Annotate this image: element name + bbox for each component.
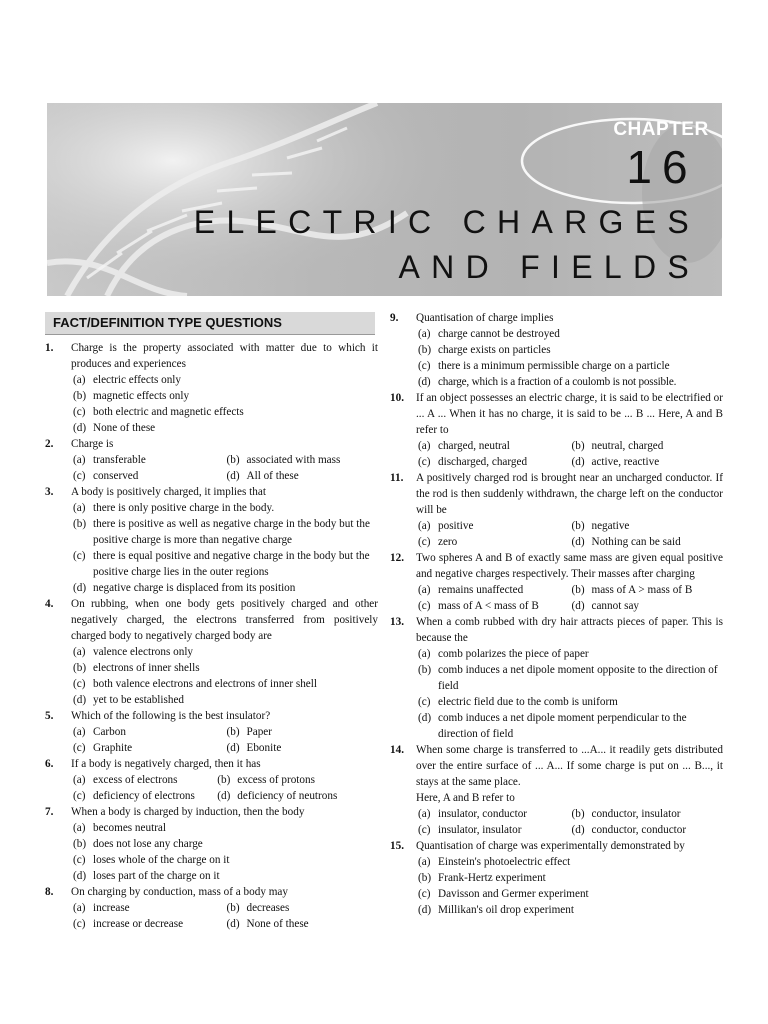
option: (d) cannot say xyxy=(571,600,640,612)
option: (b) decreases xyxy=(226,902,290,914)
question-stem: When a comb rubbed with dry hair attracts pieces of paper. This is because the xyxy=(416,616,723,644)
option: (b) does not lose any charge xyxy=(73,838,203,850)
option: (c) there is a minimum permissible charge on a particle xyxy=(418,360,670,372)
option: (d) comb induces a net dipole moment perpendicular to the direction of field xyxy=(418,712,687,740)
option: (a) Einstein's photoelectric effect xyxy=(418,856,571,868)
option: (a) insulator, conductor xyxy=(418,808,528,820)
question-3 xyxy=(45,484,378,596)
question-5 xyxy=(45,708,378,756)
option: (a) positive xyxy=(418,520,474,532)
option: (b) magnetic effects only xyxy=(73,390,190,402)
question-6 xyxy=(45,756,378,804)
question-number: 9. xyxy=(390,312,399,324)
question-15 xyxy=(390,838,723,918)
question-stem: When a body is charged by induction, then the body xyxy=(71,806,305,818)
option: (c) both valence electrons and electrons of inner shell xyxy=(73,678,317,690)
option: (a) charged, neutral xyxy=(418,440,510,452)
option: (d) None of these xyxy=(226,918,309,930)
option: (d) All of these xyxy=(226,470,299,482)
option: (d) active, reactive xyxy=(571,456,660,468)
question-12 xyxy=(390,550,723,614)
option: (d) yet to be established xyxy=(73,694,185,706)
question-number: 5. xyxy=(45,710,54,722)
option: (b) negative xyxy=(571,520,630,532)
chapter-number: 16 xyxy=(626,141,698,193)
question-number: 7. xyxy=(45,806,54,818)
question-11 xyxy=(390,470,723,550)
option: (b) charge exists on particles xyxy=(418,344,551,356)
question-stem: Which of the following is the best insulator? xyxy=(71,710,271,722)
question-number: 12. xyxy=(390,552,404,564)
question-number: 15. xyxy=(390,840,404,852)
question-stem: When some charge is transferred to ...A... it readily gets distributed over the entire surface of ... A... If some charge is put on ... B..., it stays at the same place. xyxy=(416,744,723,788)
question-number: 13. xyxy=(390,616,404,628)
question-stem: On rubbing, when one body gets positively charged and other negatively charged, the electrons transferred from positively charged body to negatively charged body are xyxy=(71,598,378,642)
option: (a) there is only positive charge in the body. xyxy=(73,502,275,514)
question-stem: A body is positively charged, it implies that xyxy=(71,486,266,498)
option: (b) Paper xyxy=(226,726,272,738)
question-stem-continued: Here, A and B refer to xyxy=(416,792,515,804)
option: (d) None of these xyxy=(73,422,156,434)
option: (c) Graphite xyxy=(73,742,133,754)
option: (d) Nothing can be said xyxy=(571,536,681,548)
question-stem: Quantisation of charge was experimentally demonstrated by xyxy=(416,840,685,852)
chapter-title-line2: AND FIELDS xyxy=(398,249,700,285)
question-stem: Charge is xyxy=(71,438,114,450)
question-number: 4. xyxy=(45,598,54,610)
option: (c) mass of A < mass of B xyxy=(418,600,539,612)
option: (d) loses part of the charge on it xyxy=(73,870,220,882)
chapter-banner xyxy=(47,103,722,296)
option: (a) comb polarizes the piece of paper xyxy=(418,648,589,660)
option: (b) comb induces a net dipole moment opposite to the direction of field xyxy=(418,664,718,692)
option: (c) insulator, insulator xyxy=(418,824,522,836)
question-stem: Two spheres A and B of exactly same mass are given equal positive and negative charges respectively. Their masses after charging xyxy=(416,552,723,580)
option: (a) Carbon xyxy=(73,726,126,738)
question-stem: On charging by conduction, mass of a body may xyxy=(71,886,288,898)
question-7 xyxy=(45,804,378,884)
option: (b) excess of protons xyxy=(217,774,315,786)
option: (c) loses whole of the charge on it xyxy=(73,854,230,866)
option: (d) deficiency of neutrons xyxy=(217,790,338,802)
question-stem: Quantisation of charge implies xyxy=(416,312,554,324)
option: (a) remains unaffected xyxy=(418,584,524,596)
option: (c) increase or decrease xyxy=(73,918,184,930)
option: (a) increase xyxy=(73,902,130,914)
question-2 xyxy=(45,436,378,484)
option: (b) associated with mass xyxy=(226,454,341,466)
section-heading-text: FACT/DEFINITION TYPE QUESTIONS xyxy=(53,315,282,330)
question-4 xyxy=(45,596,378,708)
option: (c) there is equal positive and negative charge in the body but the positive charge lies in the outer regions xyxy=(73,550,370,578)
option: (b) neutral, charged xyxy=(571,440,664,452)
question-9 xyxy=(390,310,723,390)
question-number: 6. xyxy=(45,758,54,770)
option: (a) excess of electrons xyxy=(73,774,178,786)
question-1 xyxy=(45,340,378,436)
option: (c) conserved xyxy=(73,470,139,482)
question-number: 2. xyxy=(45,438,54,450)
option: (b) mass of A > mass of B xyxy=(571,584,693,596)
option: (c) discharged, charged xyxy=(418,456,528,468)
option: (d) charge, which is a fraction of a coulomb is not possible. xyxy=(418,376,677,388)
option: (a) valence electrons only xyxy=(73,646,194,658)
question-10 xyxy=(390,390,723,470)
option: (d) Ebonite xyxy=(226,742,282,754)
question-number: 1. xyxy=(45,342,54,354)
question-stem: If an object possesses an electric charge, it is said to be electrified or ... A ... When it has no charge, it is said to be ... B ... Here, A and B refer to xyxy=(416,392,723,436)
option: (c) electric field due to the comb is uniform xyxy=(418,696,618,708)
question-stem: Charge is the property associated with matter due to which it produces and experiences xyxy=(71,342,378,370)
question-14 xyxy=(390,742,723,838)
option: (c) zero xyxy=(418,536,458,548)
option: (a) becomes neutral xyxy=(73,822,166,834)
question-number: 8. xyxy=(45,886,54,898)
option: (b) conductor, insulator xyxy=(571,808,681,820)
question-stem: If a body is negatively charged, then it has xyxy=(71,758,261,770)
option: (b) electrons of inner shells xyxy=(73,662,200,674)
question-13 xyxy=(390,614,723,742)
question-number: 3. xyxy=(45,486,54,498)
option: (a) electric effects only xyxy=(73,374,182,386)
chapter-label: CHAPTER xyxy=(613,119,709,140)
question-8 xyxy=(45,884,378,932)
option: (d) negative charge is displaced from its position xyxy=(73,582,296,594)
option: (a) transferable xyxy=(73,454,146,466)
option: (b) there is positive as well as negative charge in the body but the positive charge is more than negative charge xyxy=(73,518,370,546)
option: (d) conductor, conductor xyxy=(571,824,687,836)
section-heading xyxy=(45,312,375,335)
chapter-title-line1: ELECTRIC CHARGES xyxy=(193,204,700,240)
question-number: 14. xyxy=(390,744,404,756)
option: (c) both electric and magnetic effects xyxy=(73,406,244,418)
question-number: 11. xyxy=(390,472,404,484)
question-number: 10. xyxy=(390,392,404,404)
option: (c) Davisson and Germer experiment xyxy=(418,888,589,900)
option: (d) Millikan's oil drop experiment xyxy=(418,904,574,916)
question-stem: A positively charged rod is brought near an uncharged conductor. If the rod is then suddenly withdrawn, the charge left on the conductor will be xyxy=(416,472,723,516)
left-column xyxy=(45,340,378,932)
option: (c) deficiency of electrons xyxy=(73,790,195,802)
right-column xyxy=(390,310,723,918)
option: (a) charge cannot be destroyed xyxy=(418,328,560,340)
option: (b) Frank-Hertz experiment xyxy=(418,872,546,884)
